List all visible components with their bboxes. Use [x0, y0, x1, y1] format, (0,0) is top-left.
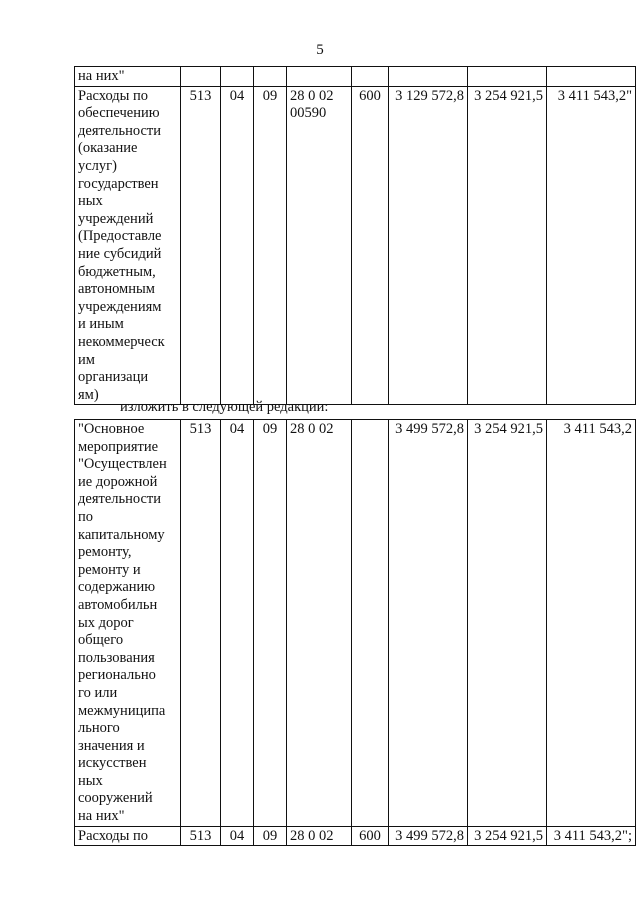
item-name-line: ние субсидий [78, 245, 162, 262]
item-name-line: бюджетным, [78, 263, 156, 280]
item-name-line: и иным [78, 316, 124, 333]
item-name-line: ых дорог [78, 614, 134, 631]
item-name-line: ных [78, 193, 103, 210]
item-name-line: "Осуществлен [78, 456, 167, 473]
item-name-line: ям) [78, 386, 99, 403]
amount-year3-cell [547, 67, 636, 87]
item-name-line: ие дорожной [78, 473, 158, 490]
item-name-line: государствен [78, 175, 159, 192]
item-name-line: го или [78, 684, 118, 701]
item-name-line: межмуниципа [78, 702, 166, 719]
budget-table-bottom [74, 419, 636, 846]
table-row [75, 86, 636, 405]
item-name-line: им [78, 351, 95, 368]
item-name-line: капитальному [78, 526, 165, 543]
item-name-line: мероприятие [78, 438, 159, 455]
item-name-cell [75, 86, 181, 405]
item-name-line: (оказание [78, 140, 138, 157]
expense-type-cell [352, 67, 389, 87]
item-name-line: на них" [78, 808, 125, 825]
amount-year2-cell: 3 254 921,5 [468, 420, 547, 827]
ministry-code-cell: 513 [181, 826, 221, 846]
item-name-line: по [78, 508, 94, 525]
item-name-line: услуг) [78, 157, 117, 174]
item-name-line: на них" [78, 68, 125, 84]
target-article-line: 28 0 02 [290, 421, 334, 437]
section-cell [221, 67, 254, 87]
target-article-line: 00590 [290, 105, 327, 122]
item-name-line: ных [78, 772, 103, 789]
table-row [75, 420, 636, 827]
item-name-line: ремонту, [78, 544, 132, 561]
table-row [75, 67, 636, 87]
item-name-line: организаци [78, 369, 149, 386]
ministry-code-cell [181, 67, 221, 87]
ministry-code-cell: 513 [181, 420, 221, 827]
item-name-line: автомобильн [78, 596, 158, 613]
item-name-line: автономным [78, 281, 155, 298]
item-name-line: ремонту и [78, 561, 141, 578]
section-cell: 04 [221, 826, 254, 846]
item-name-cell [75, 67, 181, 87]
subsection-cell: 09 [254, 86, 287, 405]
item-name-line: пользования [78, 649, 155, 666]
item-name-line: общего [78, 632, 124, 649]
item-name-line: значения и [78, 737, 145, 754]
budget-table-top [74, 66, 636, 405]
amount-year2-cell: 3 254 921,5 [468, 826, 547, 846]
item-name-line: Расходы по [78, 827, 149, 844]
amount-year3-cell: 3 411 543,2"; [547, 826, 636, 846]
item-name-line: некоммерческ [78, 333, 165, 350]
item-name-line: Расходы по [78, 87, 149, 104]
item-name-cell [75, 420, 181, 827]
target-article-line: 28 0 02 [290, 827, 334, 844]
amount-year1-cell: 3 499 572,8 [389, 826, 468, 846]
amount-year3-cell: 3 411 543,2 [547, 420, 636, 827]
page-number: 5 [316, 42, 324, 58]
amount-year1-cell [389, 67, 468, 87]
amount-year1-cell: 3 499 572,8 [389, 420, 468, 827]
item-name-line: деятельности [78, 122, 162, 139]
target-article-cell [287, 67, 352, 87]
expense-type-cell [352, 420, 389, 827]
item-name-line: содержанию [78, 579, 156, 596]
amount-year3-cell: 3 411 543,2" [547, 86, 636, 405]
item-name-line: учреждений [78, 210, 154, 227]
item-name-line: учреждениям [78, 298, 162, 315]
target-article-cell [287, 420, 352, 827]
target-article-line: 28 0 02 [290, 87, 334, 104]
item-name-line: регионально [78, 667, 156, 684]
subsection-cell [254, 67, 287, 87]
table-row [75, 826, 636, 846]
subsection-cell: 09 [254, 420, 287, 827]
item-name-line: льного [78, 720, 120, 737]
amount-year1-cell: 3 129 572,8 [389, 86, 468, 405]
item-name-line: деятельности [78, 491, 162, 508]
subsection-cell: 09 [254, 826, 287, 846]
ministry-code-cell: 513 [181, 86, 221, 405]
amount-year2-cell [468, 67, 547, 87]
item-name-line: обеспечению [78, 105, 160, 122]
target-article-cell [287, 86, 352, 405]
expense-type-cell: 600 [352, 826, 389, 846]
item-name-line: искусствен [78, 755, 147, 772]
amount-year2-cell: 3 254 921,5 [468, 86, 547, 405]
item-name-line: сооружений [78, 790, 153, 807]
target-article-cell [287, 826, 352, 846]
item-name-cell [75, 826, 181, 846]
instruction-text: изложить в следующей редакции: [120, 399, 329, 415]
expense-type-cell: 600 [352, 86, 389, 405]
item-name-line: "Основное [78, 421, 145, 437]
section-cell: 04 [221, 420, 254, 827]
section-cell: 04 [221, 86, 254, 405]
item-name-line: (Предоставле [78, 228, 162, 245]
